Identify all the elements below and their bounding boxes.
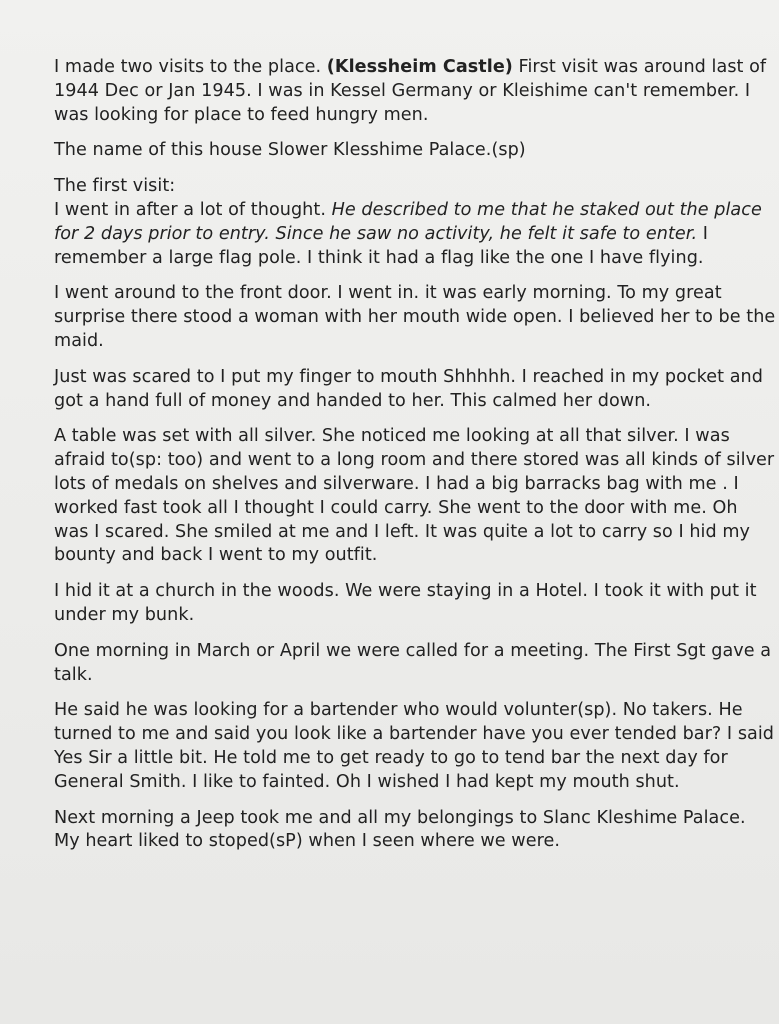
castle-name-bold: (Klessheim Castle) [326, 57, 513, 77]
paragraph-text: I hid it at a church in the woods. We were staying in a Hotel. I took it with put it under my bunk. [54, 581, 757, 625]
paragraph-text: First visit was around last of 1944 Dec or Jan 1945. I was in Kessel Germany or Kleishime can't remember. I was looking for place to feed hungry men. [54, 57, 767, 125]
paragraph-text: Just was scared to I put my finger to mouth Shhhhh. I reached in my pocket and got a hand full of money and handed to her. This calmed her down. [54, 366, 763, 411]
paragraph-church [54, 580, 776, 628]
paragraph-meeting [54, 640, 776, 688]
paragraph-text: The name of this house Slower Klesshime Palace.(sp) [54, 140, 526, 161]
paragraph-shhh [54, 366, 776, 414]
editorial-note-italic: He described to me that he staked out the place for 2 days prior to entry. Since he saw no activity, he felt it safe to enter. [54, 199, 762, 244]
paragraph-text: I went around to the front door. I went in. it was early morning. To my great surprise there stood a woman with her mouth wide open. I believed her to be the maid. [54, 283, 776, 351]
paragraph-text: I remember a large flag pole. I think it had a flag like the one I have flying. [54, 223, 708, 268]
paragraph-front-door [54, 282, 776, 353]
paragraph-text: I made two visits to the place. [54, 57, 327, 77]
paragraph-text: He said he was looking for a bartender who would volunter(sp). No takers. He turned to me and said you look like a bartender have you ever tended bar? I said Yes Sir a little bit. He told me to get ready to go to tend bar the next day for General Smith. I like to fainted. Oh I wished I had kept my mouth shut. [54, 700, 775, 792]
paragraph-visits [54, 56, 776, 127]
paragraph-first-visit-heading [54, 175, 776, 199]
paragraph-house-name [54, 139, 776, 163]
paragraph-text: I went in after a lot of thought. [54, 199, 332, 220]
paragraph-text: A table was set with all silver. She noticed me looking at all that silver. I was afraid to(sp: too) and went to a long room and there stored was all kinds of silver lots of medals on shelves and silverware. I had a big barracks bag with me . I worked fast took all I thought I could carry. She went to the door with me. Oh was I scared. She smiled at me and I left. It was quite a lot to carry so I hid my bounty and back I went to my outfit. [54, 426, 775, 566]
paragraph-silver [54, 425, 776, 568]
paragraph-text: The first visit: [54, 176, 176, 197]
memoir-text [54, 56, 776, 866]
paragraph-bartender [54, 699, 776, 794]
paragraph-first-visit [54, 199, 776, 270]
paragraph-text: One morning in March or April we were called for a meeting. The First Sgt gave a talk. [54, 640, 772, 685]
paragraph-jeep [54, 807, 776, 855]
paragraph-text: Next morning a Jeep took me and all my belongings to Slanc Kleshime Palace. My heart liked to stoped(sP) when I seen where we were. [54, 807, 746, 852]
